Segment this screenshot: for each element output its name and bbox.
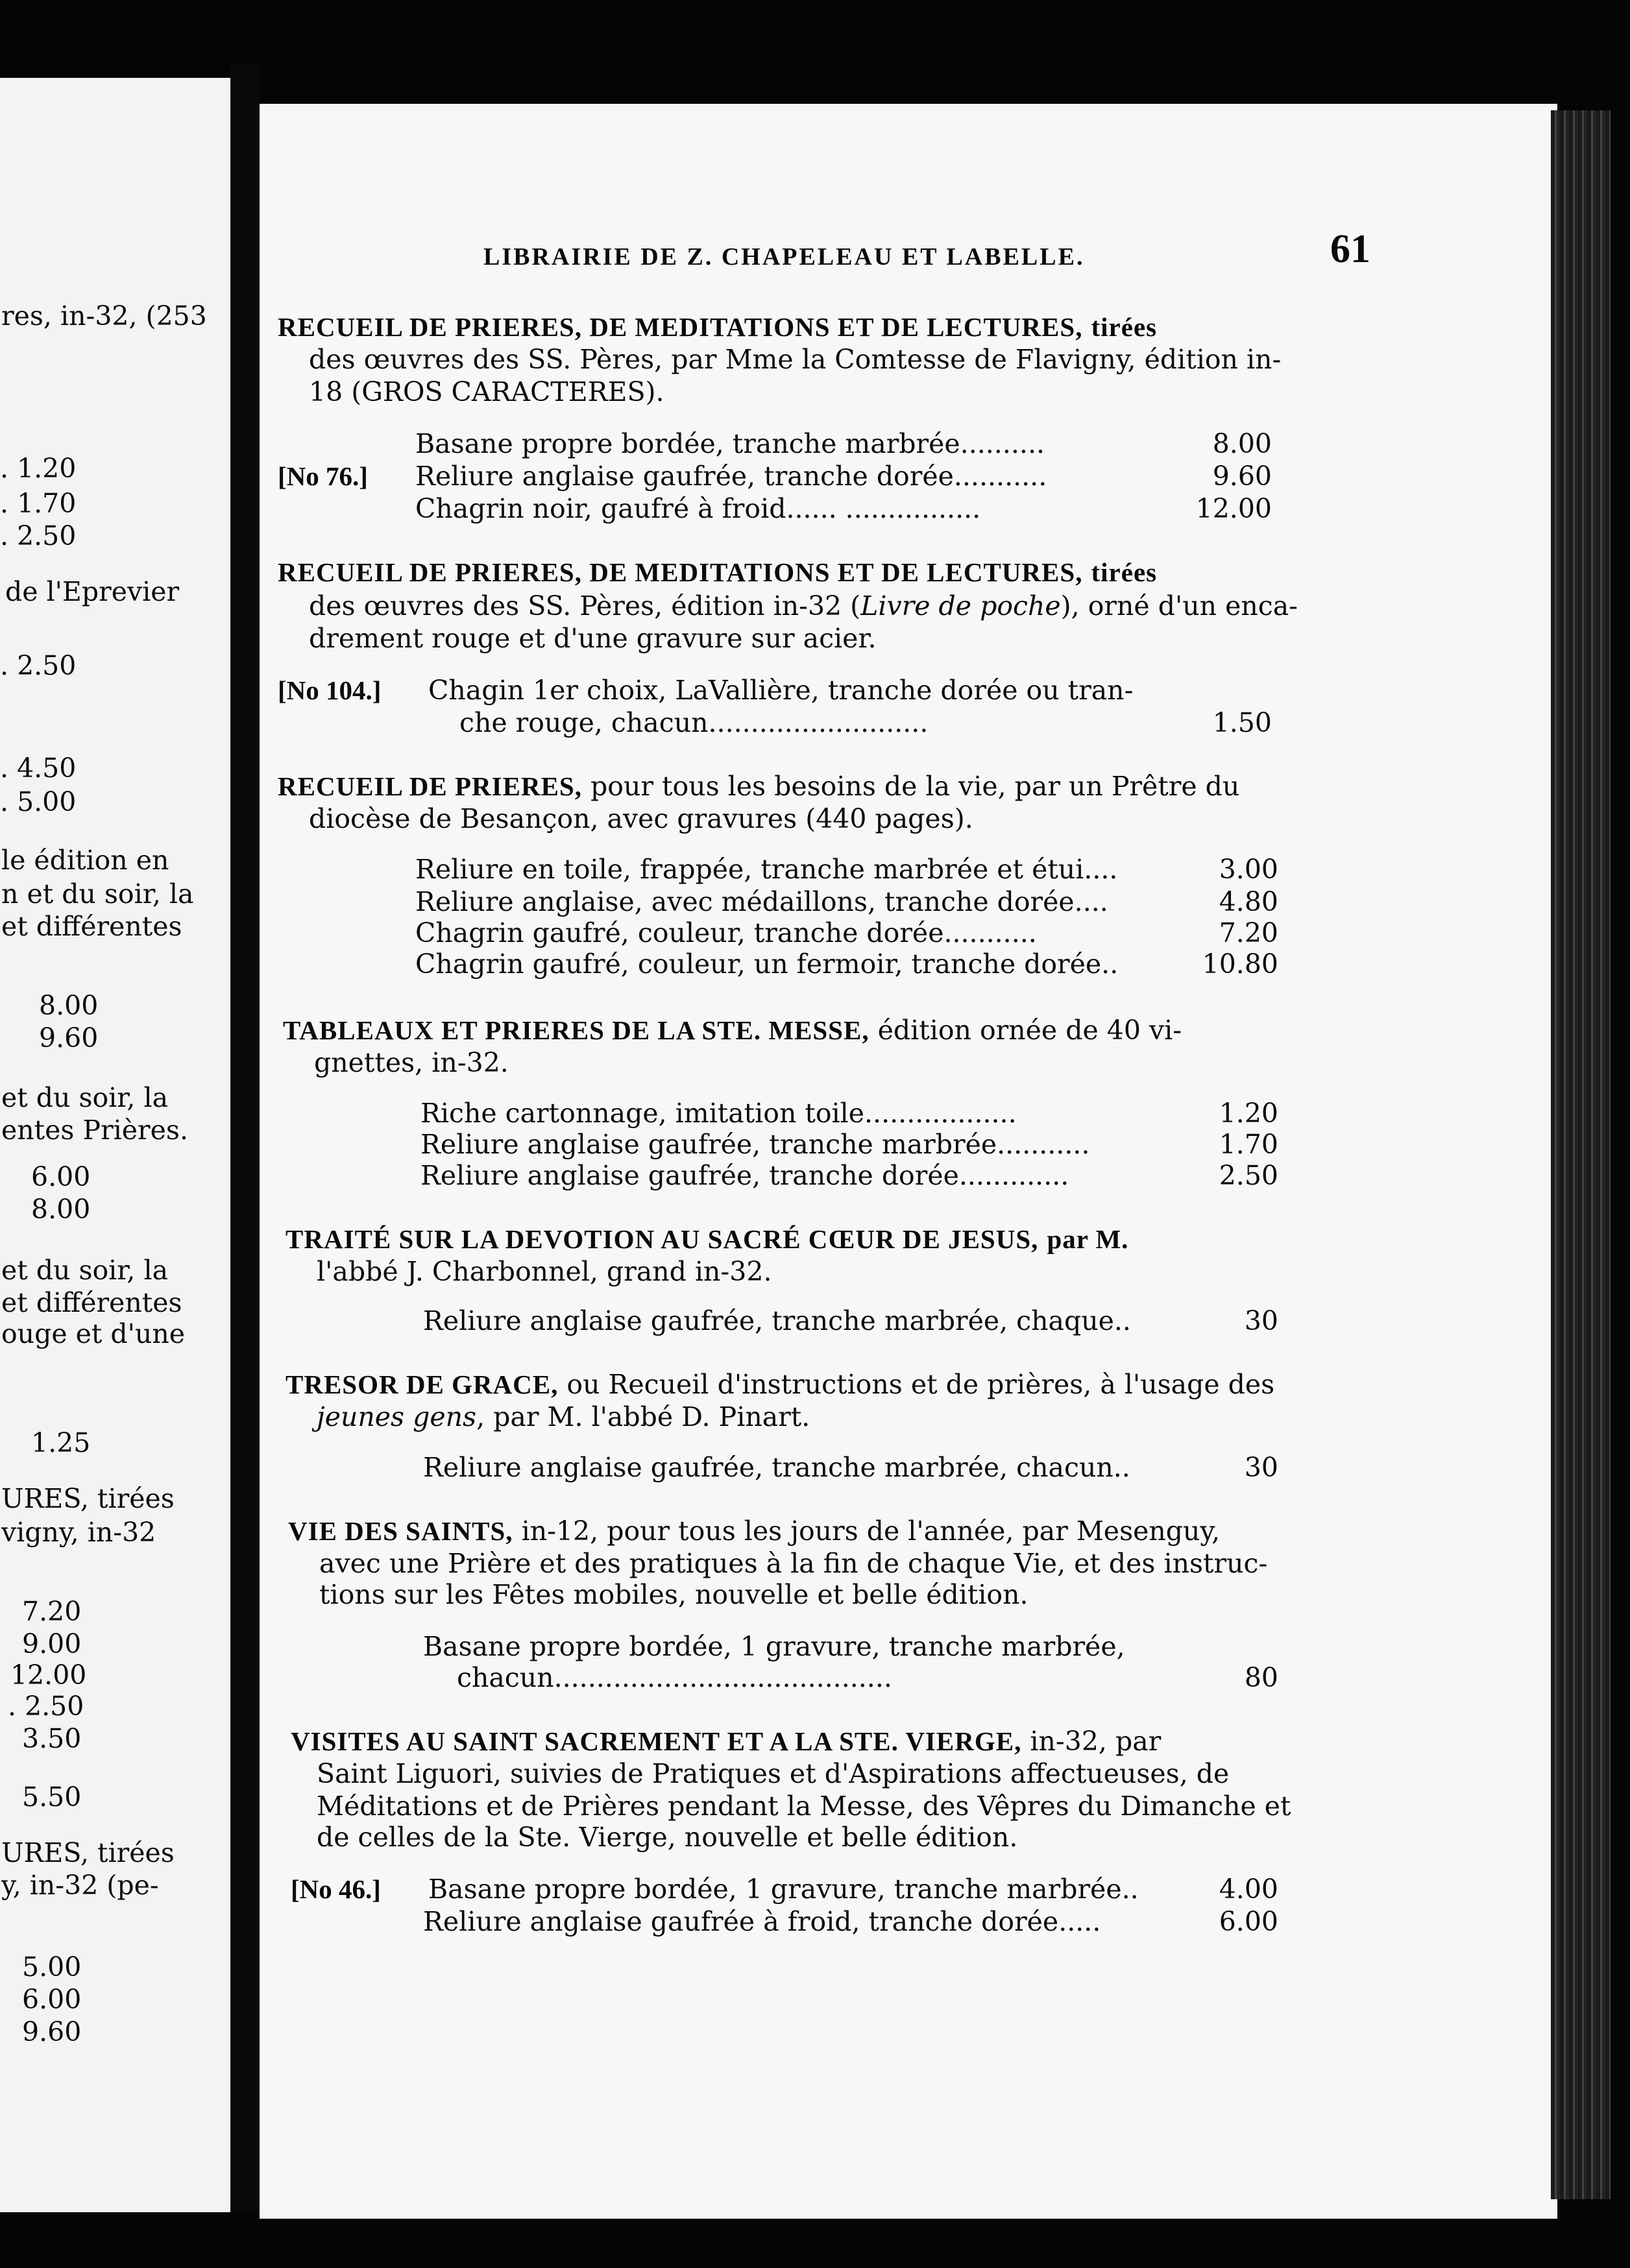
- item-price: 1.20: [1219, 1098, 1278, 1129]
- item-price: 2.50: [1219, 1160, 1278, 1191]
- entry-description: des œuvres des SS. Pères, par Mme la Comtesse de Flavigny, édition in-: [309, 344, 1282, 375]
- item-price: 4.00: [1219, 1874, 1278, 1905]
- entry-description: gnettes, in-32.: [314, 1047, 509, 1078]
- left-fragment: le édition en: [1, 845, 169, 876]
- left-fragment: ouge et d'une: [1, 1318, 185, 1349]
- item-ref: [No 104.]: [278, 675, 382, 705]
- left-fragment: . 4.50: [0, 753, 77, 784]
- item-label: Reliure anglaise gaufrée à froid, tranche dorée.....: [423, 1906, 1101, 1937]
- left-fragment: . 1.20: [0, 453, 77, 484]
- item-label: Reliure anglaise gaufrée, tranche dorée.............: [420, 1160, 1069, 1191]
- left-fragment: . 2.50: [0, 650, 77, 681]
- entry-description: de celles de la Ste. Vierge, nouvelle et belle édition.: [317, 1822, 1018, 1853]
- entry-description: Méditations et de Prières pendant la Messe, des Vêpres du Dimanche et: [317, 1791, 1291, 1822]
- item-price: 3.00: [1219, 854, 1278, 885]
- item-price: 6.00: [1219, 1906, 1278, 1937]
- left-fragment: . 2.50: [8, 1691, 84, 1722]
- left-fragment: URES, tirées: [1, 1483, 175, 1514]
- item-label: Reliure en toile, frappée, tranche marbrée et étui....: [415, 854, 1118, 885]
- item-label: Reliure anglaise gaufrée, tranche marbrée...........: [420, 1129, 1090, 1160]
- page-number: 61: [1330, 227, 1370, 271]
- item-label: Reliure anglaise gaufrée, tranche marbrée, chacun..: [423, 1452, 1130, 1483]
- left-fragment: 7.20: [22, 1596, 82, 1627]
- item-label: Basane propre bordée, tranche marbrée..........: [415, 428, 1045, 459]
- page-edges: [1551, 110, 1611, 2199]
- left-fragment: 8.00: [39, 990, 99, 1021]
- item-price: 80: [1244, 1662, 1278, 1693]
- left-fragment: n et du soir, la: [1, 878, 194, 910]
- left-fragment: 6.00: [22, 1984, 82, 2015]
- book-gutter: [230, 65, 260, 2212]
- item-price: 12.00: [1195, 493, 1272, 524]
- item-label: Reliure anglaise gaufrée, tranche marbrée, chaque..: [423, 1305, 1131, 1336]
- item-price: 9.60: [1212, 461, 1272, 492]
- entry-description: avec une Prière et des pratiques à la fin de chaque Vie, et des instruc-: [319, 1548, 1268, 1579]
- left-fragment: 5.50: [22, 1781, 82, 1813]
- left-fragment: . 1.70: [0, 488, 77, 519]
- left-fragment: 5.00: [22, 1951, 82, 1983]
- left-fragment: 9.60: [39, 1022, 99, 1054]
- entry-description: des œuvres des SS. Pères, édition in-32 (Livre de poche), orné d'un enca-: [309, 590, 1298, 621]
- entry-title: TRESOR DE GRACE, ou Recueil d'instructions et de prières, à l'usage des: [286, 1369, 1275, 1400]
- item-label: Basane propre bordée, 1 gravure, tranche marbrée,: [423, 1631, 1125, 1662]
- item-price: 7.20: [1219, 917, 1278, 948]
- item-label: Reliure anglaise, avec médaillons, tranche dorée....: [415, 886, 1108, 917]
- left-fragment: 9.00: [22, 1628, 82, 1659]
- item-price: 8.00: [1212, 428, 1272, 459]
- left-fragment: 1.25: [31, 1427, 91, 1458]
- left-fragment: vigny, in-32: [1, 1517, 156, 1548]
- entry-title: TABLEAUX ET PRIERES DE LA STE. MESSE, édition ornée de 40 vi-: [283, 1015, 1182, 1046]
- item-price: 1.50: [1212, 707, 1272, 738]
- entry-description: diocèse de Besançon, avec gravures (440 pages).: [309, 803, 973, 834]
- running-header: LIBRAIRIE DE Z. CHAPELEAU ET LABELLE.: [483, 243, 1085, 271]
- entry-description: Saint Liguori, suivies de Pratiques et d'Aspirations affectueuses, de: [317, 1758, 1230, 1789]
- entry-description: 18 (GROS CARACTERES).: [309, 376, 664, 407]
- left-fragment: 3.50: [22, 1723, 82, 1754]
- left-fragment: 8.00: [31, 1194, 91, 1225]
- left-page: [0, 78, 230, 2212]
- entry-title: TRAITÉ SUR LA DEVOTION AU SACRÉ CŒUR DE JESUS, par M.: [286, 1224, 1129, 1254]
- item-ref: [No 46.]: [291, 1874, 381, 1904]
- left-fragment: res, in-32, (253: [1, 300, 207, 332]
- item-price: 10.80: [1202, 948, 1278, 980]
- item-price: 30: [1244, 1452, 1278, 1483]
- left-fragment: 6.00: [31, 1161, 91, 1192]
- item-label: che rouge, chacun..........................: [459, 707, 929, 738]
- item-label: Chagrin gaufré, couleur, tranche dorée...........: [415, 917, 1037, 948]
- entry-description: l'abbé J. Charbonnel, grand in-32.: [317, 1256, 772, 1287]
- item-label: Reliure anglaise gaufrée, tranche dorée...........: [415, 461, 1047, 492]
- entry-description: jeunes gens, par M. l'abbé D. Pinart.: [317, 1401, 810, 1432]
- left-fragment: 9.60: [22, 2016, 82, 2047]
- item-price: 4.80: [1219, 886, 1278, 917]
- entry-description: drement rouge et d'une gravure sur acier.: [309, 623, 877, 654]
- left-fragment: et différentes: [1, 911, 182, 942]
- left-fragment: 12.00: [10, 1659, 87, 1691]
- entry-title: VIE DES SAINTS, in-12, pour tous les jours de l'année, par Mesenguy,: [288, 1515, 1221, 1547]
- left-fragment: entes Prières.: [1, 1115, 188, 1146]
- entry-title: RECUEIL DE PRIERES, DE MEDITATIONS ET DE LECTURES, tirées: [278, 557, 1158, 587]
- item-label: Basane propre bordée, 1 gravure, tranche marbrée..: [428, 1874, 1139, 1905]
- item-label: Riche cartonnage, imitation toile..................: [420, 1098, 1017, 1129]
- item-ref: [No 76.]: [278, 461, 368, 491]
- left-fragment: URES, tirées: [1, 1837, 175, 1868]
- left-fragment: et du soir, la: [1, 1082, 169, 1113]
- left-fragment: de l'Eprevier: [5, 576, 180, 607]
- left-fragment: et différentes: [1, 1287, 182, 1318]
- item-price: 1.70: [1219, 1129, 1278, 1160]
- item-label: Chagrin noir, gaufré à froid...... ................: [415, 493, 981, 524]
- entry-title: VISITES AU SAINT SACREMENT ET A LA STE. VIERGE, in-32, par: [291, 1726, 1162, 1757]
- item-label: Chagin 1er choix, LaVallière, tranche dorée ou tran-: [428, 675, 1134, 706]
- left-fragment: et du soir, la: [1, 1255, 169, 1286]
- item-label: Chagrin gaufré, couleur, un fermoir, tranche dorée..: [415, 948, 1119, 980]
- left-fragment: y, in-32 (pe-: [1, 1870, 159, 1901]
- item-label: chacun........................................: [457, 1662, 892, 1693]
- entry-description: tions sur les Fêtes mobiles, nouvelle et belle édition.: [319, 1579, 1028, 1610]
- left-fragment: . 2.50: [0, 520, 77, 551]
- item-price: 30: [1244, 1305, 1278, 1336]
- entry-title: RECUEIL DE PRIERES, DE MEDITATIONS ET DE LECTURES, tirées: [278, 312, 1158, 342]
- left-fragment: . 5.00: [0, 786, 77, 817]
- entry-title: RECUEIL DE PRIERES, pour tous les besoins de la vie, par un Prêtre du: [278, 771, 1240, 802]
